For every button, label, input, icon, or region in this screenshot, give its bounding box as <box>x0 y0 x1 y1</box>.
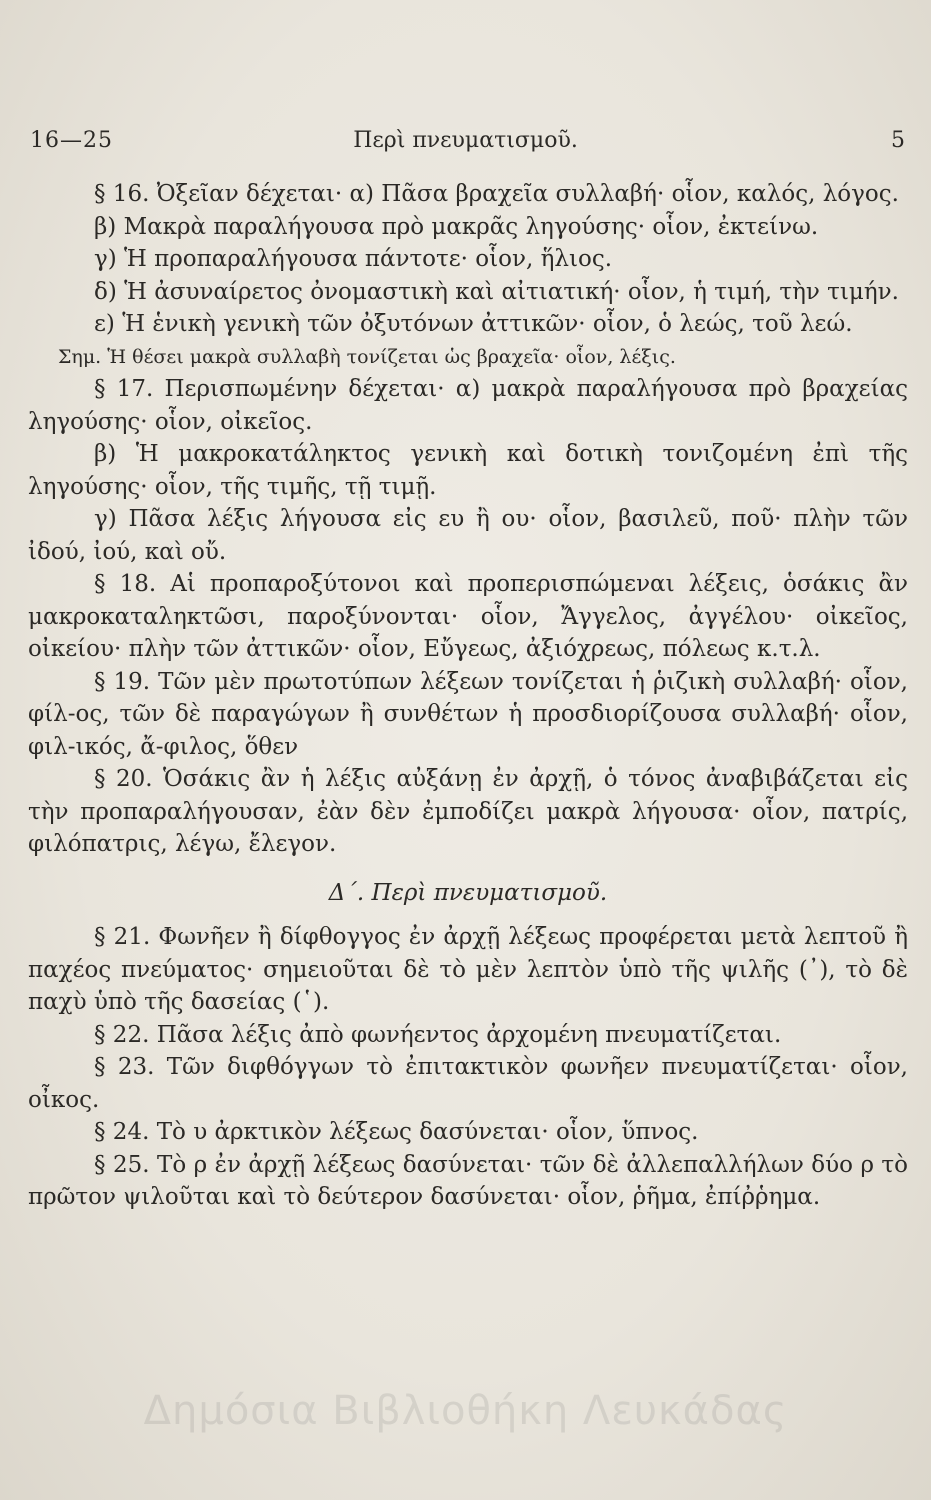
paragraph-23: § 23. Τῶν διφθόγγων τὸ ἐπιτακτικὸν φωνῆεν πνευματίζεται· οἷον, οἶκος. <box>28 1054 908 1113</box>
note: Σημ. Ἡ θέσει μακρὰ συλλαβὴ τονίζεται ὡς βραχεῖα· οἷον, λέξις. <box>58 345 676 368</box>
paragraph-20: § 20. Ὁσάκις ἂν ἡ λέξις αὐξάνῃ ἐν ἀρχῇ, ὁ τόνος ἀναβιβάζεται εἰς τὴν προπαραλήγουσαν, ἐὰν δὲν ἐμποδίζει μακρὰ λήγουσα· οἷον, πατρίς, φιλόπατρις, λέγω, ἔλεγον. <box>28 766 908 857</box>
paragraph-16e: ε) Ἡ ἑνικὴ γενικὴ τῶν ὀξυτόνων ἀττικῶν· οἷον, ὁ λεώς, τοῦ λεώ. <box>94 311 853 337</box>
paragraph-17b: β) Ἡ μακροκατάληκτος γενικὴ καὶ δοτικὴ τονιζομένη ἐπὶ τῆς ληγούσης· οἷον, τῆς τιμῆς, τῇ τιμῇ. <box>28 441 908 500</box>
paragraph-24: § 24. Τὸ υ ἀρκτικὸν λέξεως δασύνεται· οἷον, ὕπνος. <box>94 1119 699 1145</box>
paragraph-16d: δ) Ἡ ἀσυναίρετος ὀνομαστικὴ καὶ αἰτιατική· οἷον, ἡ τιμή, τὴν τιμήν. <box>94 278 899 305</box>
paragraph-17c: γ) Πᾶσα λέξις λήγουσα εἰς ευ ἢ ου· οἷον, βασιλεῦ, ποῦ· πλὴν τῶν ἰδού, ἰού, καὶ οὔ. <box>28 506 908 565</box>
paragraph-16c: γ) Ἡ προπαραλήγουσα πάντοτε· οἷον, ἥλιος. <box>94 246 613 272</box>
page-body <box>28 178 908 1214</box>
paragraph-22: § 22. Πᾶσα λέξις ἀπὸ φωνήεντος ἀρχομένη πνευματίζεται. <box>94 1021 782 1048</box>
section-range: 16—25 <box>30 128 113 153</box>
library-watermark: Δημόσια Βιβλιοθήκη Λευκάδας <box>143 1388 788 1434</box>
paragraph-17a: § 17. Περισπωμένην δέχεται· α) μακρὰ παραλήγουσα πρὸ βραχείας ληγούσης· οἷον, οἰκεῖος. <box>28 376 908 435</box>
page-header <box>0 128 931 168</box>
paragraph-16b: β) Μακρὰ παραλήγουσα πρὸ μακρᾶς ληγούσης· οἷον, ἐκτείνω. <box>94 213 819 240</box>
paragraph-18: § 18. Αἱ προπαροξύτονοι καὶ προπερισπώμεναι λέξεις, ὁσάκις ἂν μακροκαταληκτῶσι, παροξύνονται· οἷον, Ἄγγελος, ἀγγέλου· οἰκεῖος, οἰκείου· πλὴν τῶν ἀττικῶν· οἷον, Εὔγεως, ἀξιόχρεως, πόλεως κ.τ.λ. <box>28 571 908 662</box>
paragraph-25: § 25. Τὸ ρ ἐν ἀρχῇ λέξεως δασύνεται· τῶν δὲ ἀλλεπαλλήλων δύο ρ τὸ πρῶτον ψιλοῦται καὶ τὸ δεύτερον δασύνεται· οἷον, ῥῆμα, ἐπίῤῥημα. <box>28 1151 908 1210</box>
paragraph-21: § 21. Φωνῆεν ἢ δίφθογγος ἐν ἀρχῇ λέξεως προφέρεται μετὰ λεπτοῦ ἢ παχέος πνεύματος· σημειοῦται δὲ τὸ μὲν λεπτὸν ὑπὸ τῆς ψιλῆς (᾿), τὸ δὲ παχὺ ὑπὸ τῆς δασείας (῾). <box>28 924 908 1015</box>
running-title: Περὶ πνευματισμοῦ. <box>353 128 578 153</box>
page-number: 5 <box>891 128 905 153</box>
paragraph-16a: § 16. Ὀξεῖαν δέχεται· α) Πᾶσα βραχεῖα συλλαβή· οἷον, καλός, λόγος. <box>94 181 899 207</box>
section-heading: Δ΄. Περὶ πνευματισμοῦ. <box>328 879 608 906</box>
paragraph-19: § 19. Τῶν μὲν πρωτοτύπων λέξεων τονίζεται ἡ ῥιζικὴ συλλαβή· οἷον, φίλ-ος, τῶν δὲ παραγώγων ἢ συνθέτων ἡ προσδιορίζουσα συλλαβή· οἷον, φιλ-ικός, ἄ-φιλος, ὅθεν <box>28 668 908 760</box>
